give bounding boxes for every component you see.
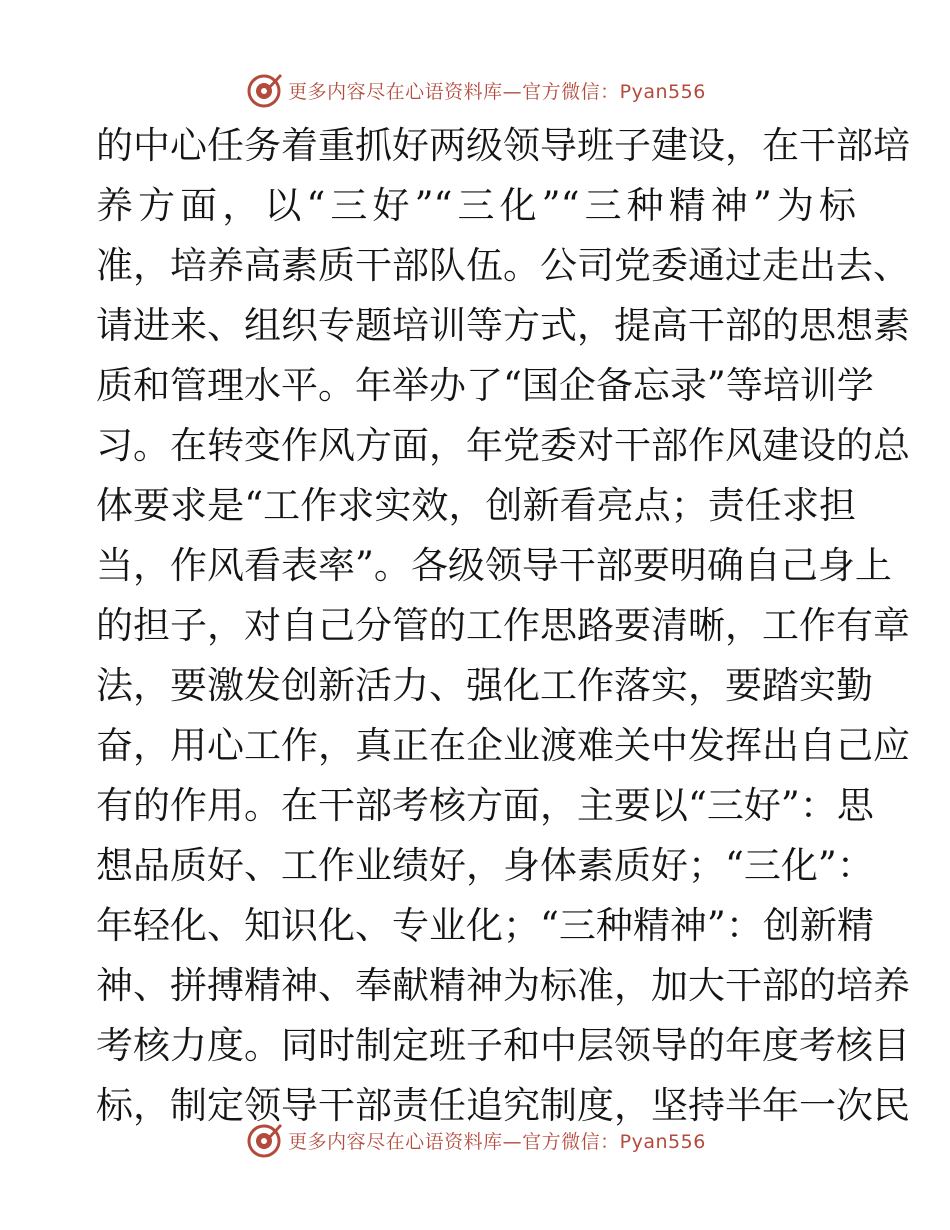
- footer-watermark-text: 更多内容尽在心语资料库—官方微信：Pyan556: [288, 1130, 706, 1153]
- text-line: 年轻化、知识化、专业化；“三种精神”：创新精: [96, 904, 874, 947]
- text-line: 当，作风看表率”。各级领导干部要明确自己身上: [96, 544, 892, 587]
- text-line: 考核力度。同时制定班子和中层领导的年度考核目: [96, 1024, 910, 1067]
- text-line: 质和管理水平。年举办了“国企备忘录”等培训学: [96, 364, 874, 407]
- text-line: 习。在转变作风方面，年党委对干部作风建设的总: [96, 424, 910, 467]
- footer-watermark-banner: [0, 1118, 950, 1162]
- pen-logo-icon: [244, 70, 284, 110]
- text-line: 神、拼搏精神、奉献精神为标准，加大干部的培养: [96, 964, 910, 1007]
- text-line: 奋，用心工作，真正在企业渡难关中发挥出自己应: [96, 724, 910, 767]
- text-line: 想品质好、工作业绩好，身体素质好；“三化”：: [96, 844, 874, 887]
- pen-logo-icon: [244, 1120, 284, 1160]
- text-line: 请进来、组织专题培训等方式，提高干部的思想素: [96, 304, 910, 347]
- header-watermark-text: 更多内容尽在心语资料库—官方微信：Pyan556: [288, 80, 706, 103]
- header-watermark-banner: [0, 68, 950, 112]
- text-line: 准，培养高素质干部队伍。公司党委通过走出去、: [96, 244, 910, 287]
- text-line: 的中心任务着重抓好两级领导班子建设，在干部培: [96, 124, 910, 167]
- text-line: 标，制定领导干部责任追究制度，坚持半年一次民: [96, 1084, 910, 1127]
- text-line: 有的作用。在干部考核方面，主要以“三好”：思: [96, 784, 874, 827]
- text-line: 养方面，以“三好”“三化”“三种精神”为标: [96, 184, 856, 227]
- text-line: 法，要激发创新活力、强化工作落实，要踏实勤: [96, 664, 873, 707]
- text-line: 的担子，对自己分管的工作思路要清晰，工作有章: [96, 604, 910, 647]
- document-body: [96, 116, 910, 1136]
- text-line: 体要求是“工作求实效，创新看亮点；责任求担: [96, 484, 856, 527]
